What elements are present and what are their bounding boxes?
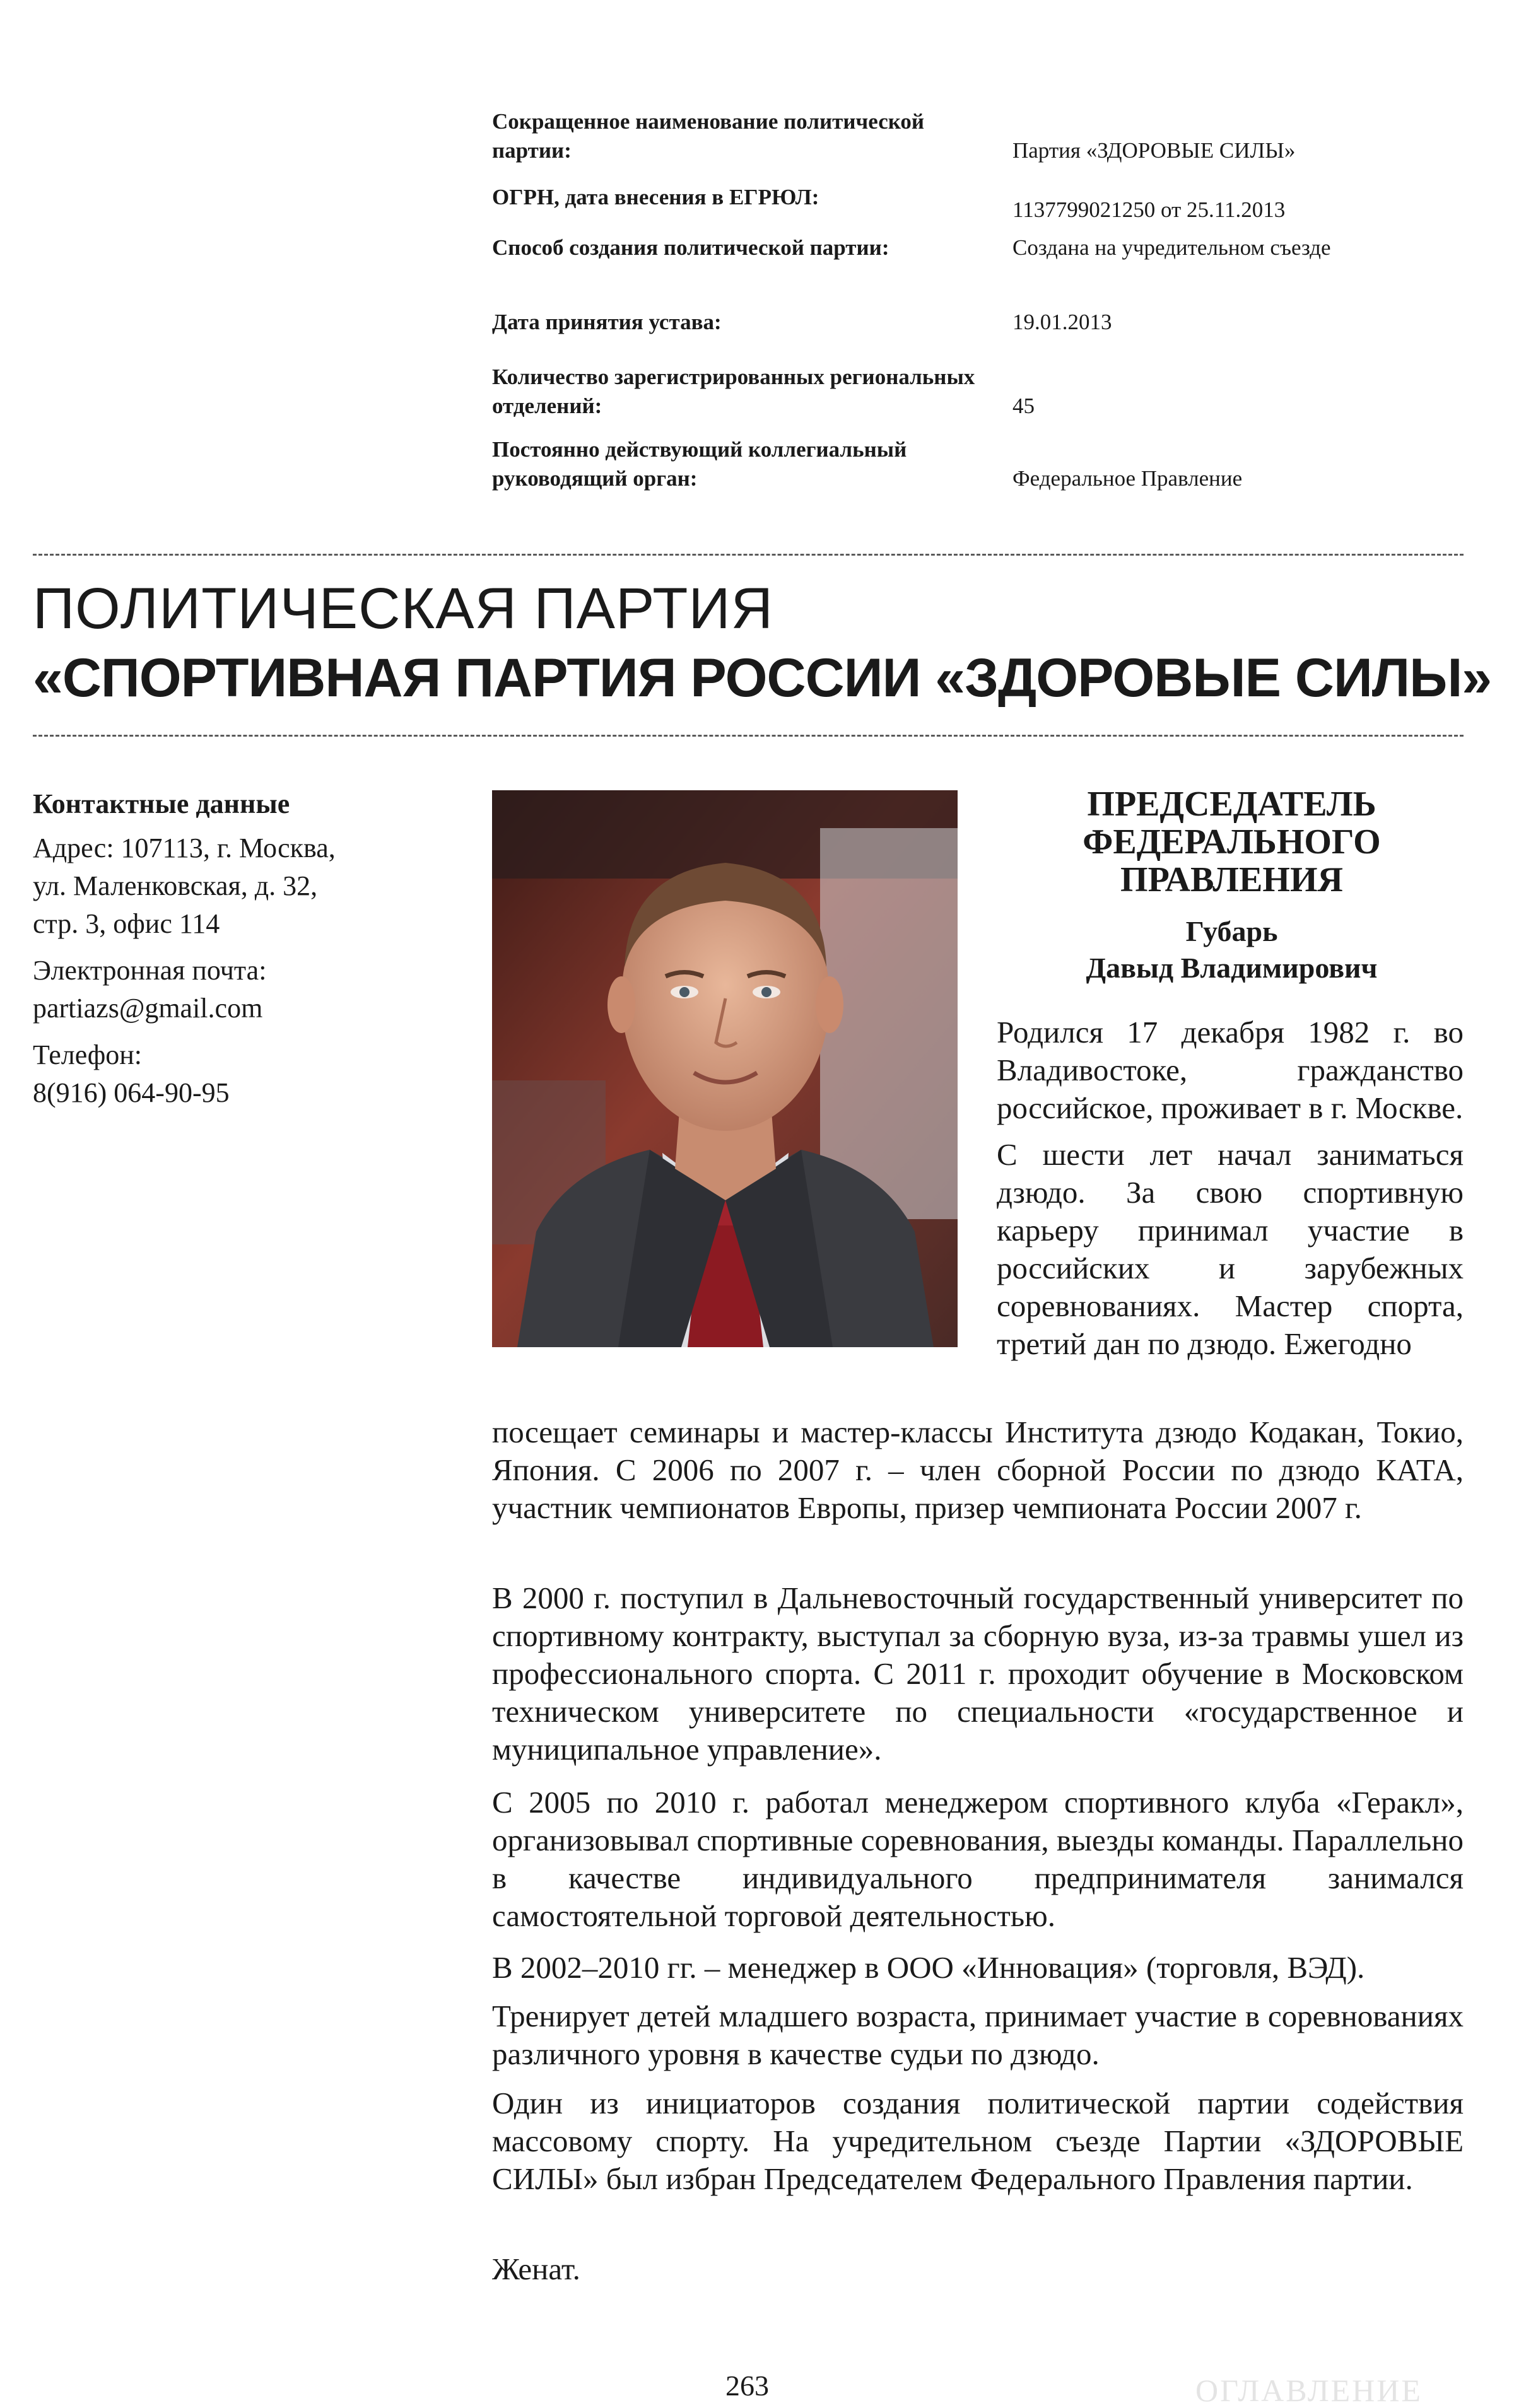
chairman-portrait-photo	[492, 790, 958, 1347]
portrait-illustration	[492, 790, 958, 1347]
phone-label: Телефон:	[33, 1039, 143, 1070]
contacts-panel	[33, 785, 474, 1121]
ogrn-value: 1137799021250 от 25.11.2013	[1012, 197, 1286, 222]
creation-value: Создана на учредительном съезде	[1012, 235, 1331, 260]
bio-paragraph-party-role: Один из инициаторов создания политической партии содействия массовому спорту. На учредительном съезде Партии «ЗДОРОВЫЕ СИЛЫ» был избран Председателем Федерального Правления партии.	[492, 2086, 1464, 2196]
position-line-2: ФЕДЕРАЛЬНОГО	[1083, 822, 1381, 862]
bio-paragraph-judo-start: С шести лет начал заниматься дзюдо. За свою спортивную карьеру принимал участие в российских и зарубежных соревнованиях. Мастер спорта, третий дан по дзюдо. Ежегодно	[997, 1137, 1464, 1361]
short-name-value: Партия «ЗДОРОВЫЕ СИЛЫ»	[1012, 138, 1296, 163]
email-label: Электронная почта:	[33, 955, 267, 986]
biography-side-column	[997, 1014, 1464, 1363]
regions-value: 45	[1012, 394, 1035, 418]
phone-number: 8(916) 064-90-95	[33, 1077, 230, 1108]
charter-value: 19.01.2013	[1012, 310, 1112, 334]
bio-paragraph-birth: Родился 17 декабря 1982 г. во Владивостоке, гражданство российское, проживает в г. Москве.	[997, 1015, 1464, 1125]
address-line-3: стр. 3, офис 114	[33, 908, 220, 939]
address-line-2: ул. Маленковская, д. 32,	[33, 870, 318, 901]
chairman-name	[1000, 913, 1464, 986]
regions-label: Количество зарегистрированных региональных отделений:	[492, 365, 975, 418]
bio-paragraph-marital: Женат.	[492, 2252, 580, 2286]
address-block	[33, 829, 474, 943]
page-number: 263	[725, 2370, 769, 2402]
party-heading-line2: «СПОРТИВНАЯ ПАРТИЯ РОССИИ «ЗДОРОВЫЕ СИЛЫ»	[33, 648, 1492, 708]
ogrn-label: ОГРН, дата внесения в ЕГРЮЛ:	[492, 185, 819, 209]
governing-body-value: Федеральное Правление	[1012, 466, 1243, 491]
phone-block	[33, 1036, 474, 1112]
bio-paragraph-coaching: Тренирует детей младшего возраста, принимает участие в соревнованиях различного уровня в качестве судьи по дзюдо.	[492, 1999, 1464, 2071]
bio-paragraph-judo-continued: посещает семинары и мастер-классы Института дзюдо Кодакан, Токио, Япония. С 2006 по 2007 г. – член сборной России по дзюдо КАТА, участник чемпионатов Европы, призер чемпионата России 2007 г.	[492, 1415, 1464, 1525]
contacts-heading: Контактные данные	[33, 788, 290, 819]
charter-label: Дата принятия устава:	[492, 310, 722, 334]
bio-paragraph-education: В 2000 г. поступил в Дальневосточный государственный университет по спортивному контракту, выступал за сборную вуза, из-за травмы ушел из профессионального спорта. С 2011 г. проходит обучение в Московском техническом университете по специальности «государственное и муниципальное управление».	[492, 1581, 1464, 1767]
bio-paragraph-innovation: В 2002–2010 гг. – менеджер в ООО «Инновация» (торговля, ВЭД).	[492, 1950, 1365, 1985]
creation-label: Способ создания политической партии:	[492, 235, 889, 260]
chairman-position-title	[1000, 785, 1464, 899]
position-line-1: ПРЕДСЕДАТЕЛЬ	[1087, 785, 1376, 824]
table-of-contents-link[interactable]: ОГЛАВЛЕНИЕ	[1195, 2373, 1423, 2408]
bio-paragraph-club-work: С 2005 по 2010 г. работал менеджером спортивного клуба «Геракл», организовывал спортивные соревнования, выезды команды. Параллельно в качестве индивидуального предпринимателя занимался самостоятельной торговой деятельностью.	[492, 1785, 1464, 1933]
position-line-3: ПРАВЛЕНИЯ	[1120, 860, 1343, 899]
governing-body-label: Постоянно действующий коллегиальный руководящий орган:	[492, 437, 907, 491]
bottom-dashed-divider	[33, 735, 1464, 737]
party-heading-line1: ПОЛИТИЧЕСКАЯ ПАРТИЯ	[33, 576, 774, 641]
address-line-1: Адрес: 107113, г. Москва,	[33, 833, 336, 863]
chairman-given-names: Давыд Владимирович	[1086, 952, 1378, 984]
short-name-label: Сокращенное наименование политической партии:	[492, 109, 925, 163]
email-address[interactable]: partiazs@gmail.com	[33, 993, 263, 1024]
chairman-surname: Губарь	[1185, 915, 1278, 947]
top-dashed-divider	[33, 554, 1464, 556]
email-block	[33, 952, 474, 1027]
